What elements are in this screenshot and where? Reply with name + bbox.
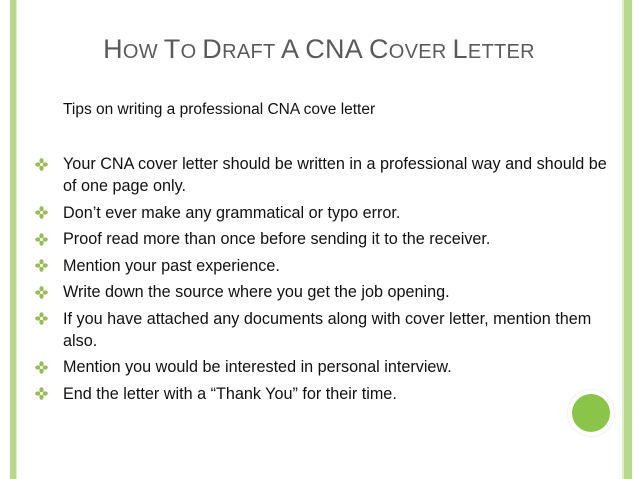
bullet-text: Mention your past experience. [63,256,280,275]
bullet-text: If you have attached any documents along with cover letter, mention them also. [63,309,592,350]
slide-subtitle: Tips on writing a professional CNA cove letter [63,101,376,118]
list-item [35,308,610,352]
title-word: LETTER [452,34,535,64]
flower-bullet-icon [35,228,59,250]
list-item [35,356,610,378]
list-item [35,228,610,250]
flower-bullet-icon [35,383,59,405]
title-word: COVER [368,34,453,64]
flower-bullet-icon [35,281,59,303]
title-word: A [281,34,300,64]
bullet-text: Mention you would be interested in personal interview. [63,358,452,376]
title-word: CNA [305,34,364,64]
slide-title [0,34,638,65]
list-item [35,383,610,405]
list-item [35,281,610,303]
flower-bullet-icon [35,255,59,277]
flower-bullet-icon [35,356,59,378]
left-bar-edge [16,0,17,479]
list-item [35,153,610,197]
flower-bullet-icon [35,153,59,175]
bullet-text: Write down the source where you get the job opening. [63,283,450,301]
list-item [35,255,610,277]
green-circle-icon [572,394,610,432]
bullet-text: Don’t ever make any grammatical or typo error. [63,203,401,222]
title-word: DRAFT [202,34,282,64]
bullet-text: Your CNA cover letter should be written in a professional way and should be of one page only. [63,155,607,195]
bullet-text: End the letter with a “Thank You” for their time. [63,384,397,403]
flower-bullet-icon [35,308,59,330]
bullet-text: Proof read more than once before sending it to the receiver. [63,230,491,248]
title-word: TO [163,34,203,64]
list-item [35,202,610,224]
bullet-list [35,153,610,409]
flower-bullet-icon [35,202,59,224]
title-word: HOW [103,34,164,64]
right-decorative-bar [624,0,632,479]
